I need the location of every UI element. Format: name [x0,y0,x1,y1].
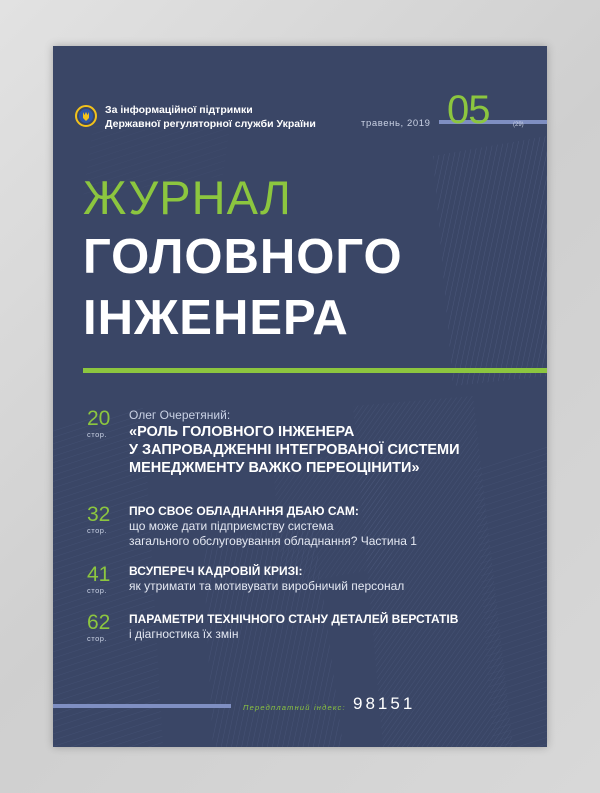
toc-page-unit: стор. [87,526,108,535]
toc-headline-line: «РОЛЬ ГОЛОВНОГО ІНЖЕНЕРА [129,424,355,440]
toc-headline-line: МЕНЕДЖМЕНТУ ВАЖКО ПЕРЕОЦІНИТИ» [129,460,420,476]
toc-page-unit: стор. [87,634,108,643]
toc-page-number: 62 [87,611,111,634]
toc-page-unit: стор. [87,586,108,595]
toc-page-unit: стор. [87,430,108,439]
title-divider [83,368,547,373]
publisher-line-2: Державної регуляторної служби України [105,118,316,130]
toc-text [129,408,539,477]
toc-subtitle-line: що може дати підприємству система [129,519,334,533]
toc-headline: ВСУПЕРЕЧ КАДРОВІЙ КРИЗІ: [129,564,303,578]
toc-text [129,504,539,549]
publisher-line-1: За інформаційної підтримки [105,104,253,116]
publisher-text [105,103,316,131]
toc-page-number: 41 [87,563,111,586]
toc-page-number: 32 [87,503,111,526]
toc-headline: ПАРАМЕТРИ ТЕХНІЧНОГО СТАНУ ДЕТАЛЕЙ ВЕРСТАТІВ [129,612,459,626]
toc-headline: ПРО СВОЄ ОБЛАДНАННЯ ДБАЮ САМ: [129,504,359,518]
toc-subtitle-line: і діагностика їх змін [129,627,239,641]
issue-total: (29) [513,122,524,128]
toc-subtitle-line: як утримати та мотивувати виробничий персонал [129,579,405,593]
toc-author: Олег Очеретяний: [129,408,231,422]
title-journal: ЖУРНАЛ [83,171,292,224]
subscription-label: Передплатний індекс: [243,703,346,712]
title-engineer: ІНЖЕНЕРА [83,291,349,345]
subscription-index: 98151 [353,694,416,713]
toc-text [129,612,539,642]
issue-date: травень, 2019 [361,118,431,129]
issue-number: 05 [447,88,490,132]
toc-subtitle-line: загального обслуговування обладнання? Частина 1 [129,534,417,548]
magazine-cover [53,46,547,747]
bottom-bar [53,704,231,708]
government-emblem-icon [75,105,97,127]
toc-headline-line: У ЗАПРОВАДЖЕННІ ІНТЕГРОВАНОЇ СИСТЕМИ [129,442,460,458]
title-chief: ГОЛОВНОГО [83,230,403,284]
toc-text [129,564,539,594]
toc-page-number: 20 [87,407,111,430]
